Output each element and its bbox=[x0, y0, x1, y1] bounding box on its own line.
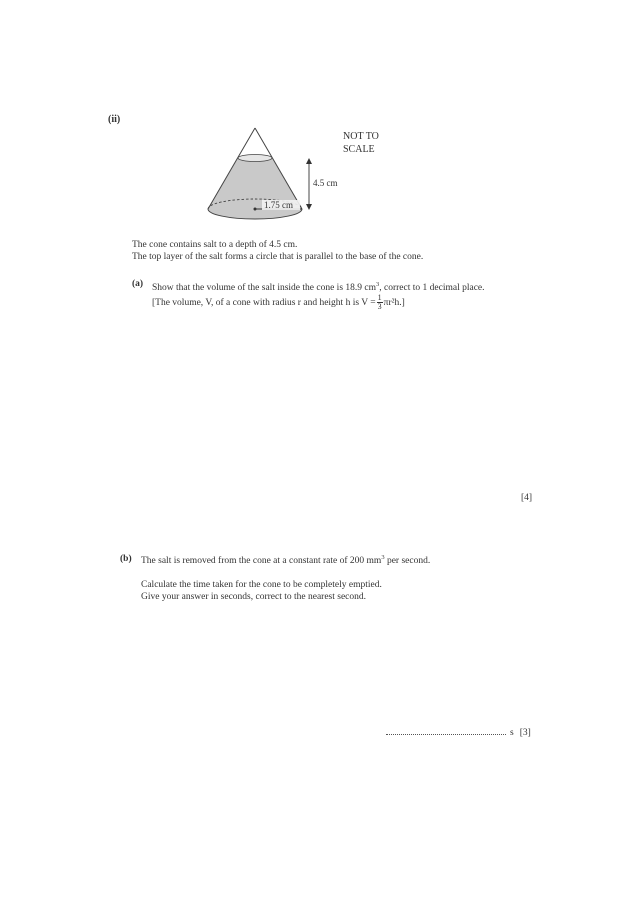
answer-line[interactable] bbox=[386, 726, 531, 738]
question-b-text: The salt is removed from the cone at a constant rate of 200 $mm^3$ per second. bbox=[141, 554, 431, 566]
radius-label: 1.75 cm bbox=[264, 200, 293, 210]
question-a-marks: [4] bbox=[521, 493, 533, 503]
not-to-scale-note: NOT TO SCALE bbox=[343, 131, 379, 155]
centre-point bbox=[254, 208, 257, 211]
one-third-fraction: $\frac{1}{3}$ bbox=[377, 293, 382, 311]
answer-unit: s bbox=[510, 728, 514, 738]
question-a-label: (a) bbox=[132, 279, 144, 289]
question-b-instructions: Calculate the time taken for the cone to be completely emptied. Give your answer in seconds, correct to the nearest second. bbox=[141, 580, 382, 602]
volume-formula: [The volume, V, of a cone with radius r and height h is V = $\frac{1}{3}$ πr²h.] bbox=[152, 293, 405, 311]
height-label: 4.5 cm bbox=[313, 178, 338, 188]
question-b-label: (b) bbox=[120, 554, 132, 564]
salt-surface bbox=[238, 155, 272, 162]
part-label: (ii) bbox=[108, 114, 121, 125]
question-b-marks: [3] bbox=[519, 728, 531, 738]
question-a-text: Show that the volume of the salt inside the cone is 18.9 $cm^3$, correct to 1 decimal place. bbox=[152, 281, 485, 293]
intro-text: The cone contains salt to a depth of 4.5 cm. The top layer of the salt forms a circle that is parallel to the base of the cone. bbox=[132, 240, 424, 262]
cone-diagram bbox=[195, 125, 338, 225]
answer-dotted-line[interactable] bbox=[386, 726, 506, 735]
